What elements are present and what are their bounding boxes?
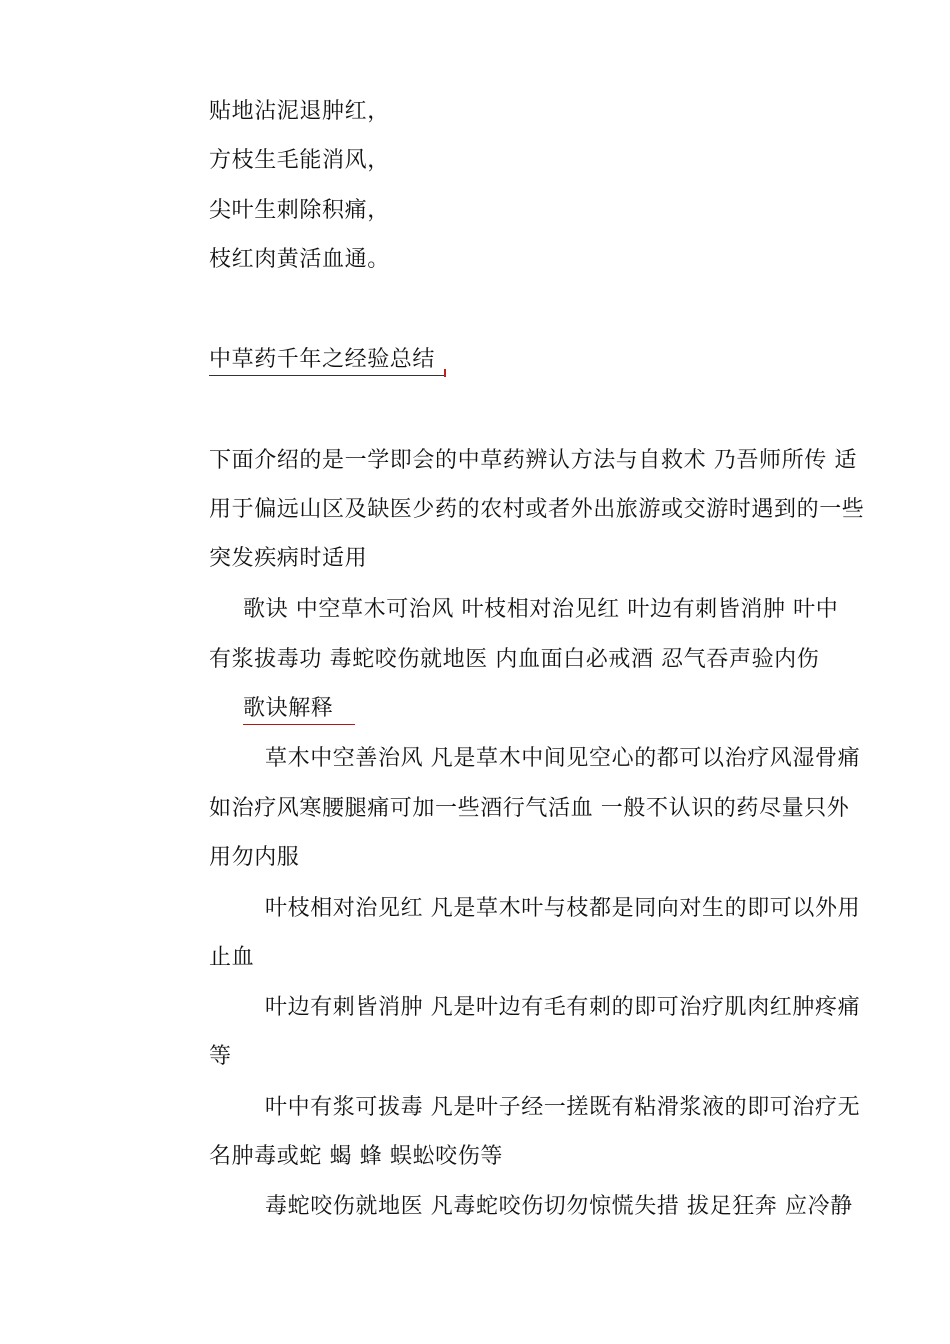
- explain-line-8: 叶中有浆可拔毒 凡是叶子经一搓既有粘滑浆液的即可治疗无: [265, 1095, 861, 1120]
- explain-line-6: 叶边有刺皆消肿 凡是叶边有毛有刺的即可治疗肌肉红肿疼痛: [265, 995, 861, 1020]
- explain-line-7: 等: [209, 1044, 232, 1069]
- poem-line-2: 方枝生毛能消风，: [209, 148, 390, 173]
- intro-line-2: 用于偏远山区及缺医少药的农村或者外出旅游或交游时遇到的一些: [209, 497, 865, 522]
- poem-line-4: 枝红肉黄活血通。: [209, 247, 390, 272]
- explain-line-5: 止血: [209, 945, 255, 970]
- intro-line-3: 突发疾病时适用: [209, 546, 368, 571]
- verse-line-1: 歌诀 中空草木可治风 叶枝相对治见红 叶边有刺皆消肿 叶中: [243, 597, 839, 622]
- explain-line-1: 草木中空善治风 凡是草木中间见空心的都可以治疗风湿骨痛: [265, 746, 861, 771]
- section-title-underline: [209, 375, 445, 376]
- poem-line-3: 尖叶生刺除积痛，: [209, 198, 390, 223]
- poem-line-1: 贴地沾泥退肿红，: [209, 99, 390, 124]
- intro-line-1: 下面介绍的是一学即会的中草药辨认方法与自救术 乃吾师所传 适: [209, 448, 857, 473]
- verse-explain-title-underline: [243, 724, 355, 725]
- verse-explain-title: 歌诀解释: [243, 696, 334, 721]
- explain-line-9: 名肿毒或蛇 蝎 蜂 蜈蚣咬伤等: [209, 1144, 503, 1169]
- explain-line-3: 用勿内服: [209, 845, 300, 870]
- section-title-underline-tick: [444, 369, 446, 377]
- explain-line-10: 毒蛇咬伤就地医 凡毒蛇咬伤切勿惊慌失措 拔足狂奔 应冷静: [265, 1194, 853, 1219]
- section-title: 中草药千年之经验总结: [209, 347, 436, 372]
- explain-line-4: 叶枝相对治见红 凡是草木叶与枝都是同向对生的即可以外用: [265, 896, 861, 921]
- verse-line-2: 有浆拔毒功 毒蛇咬伤就地医 内血面白必戒酒 忍气吞声验内伤: [209, 647, 820, 672]
- explain-line-2: 如治疗风寒腰腿痛可加一些酒行气活血 一般不认识的药尽量只外: [209, 796, 850, 821]
